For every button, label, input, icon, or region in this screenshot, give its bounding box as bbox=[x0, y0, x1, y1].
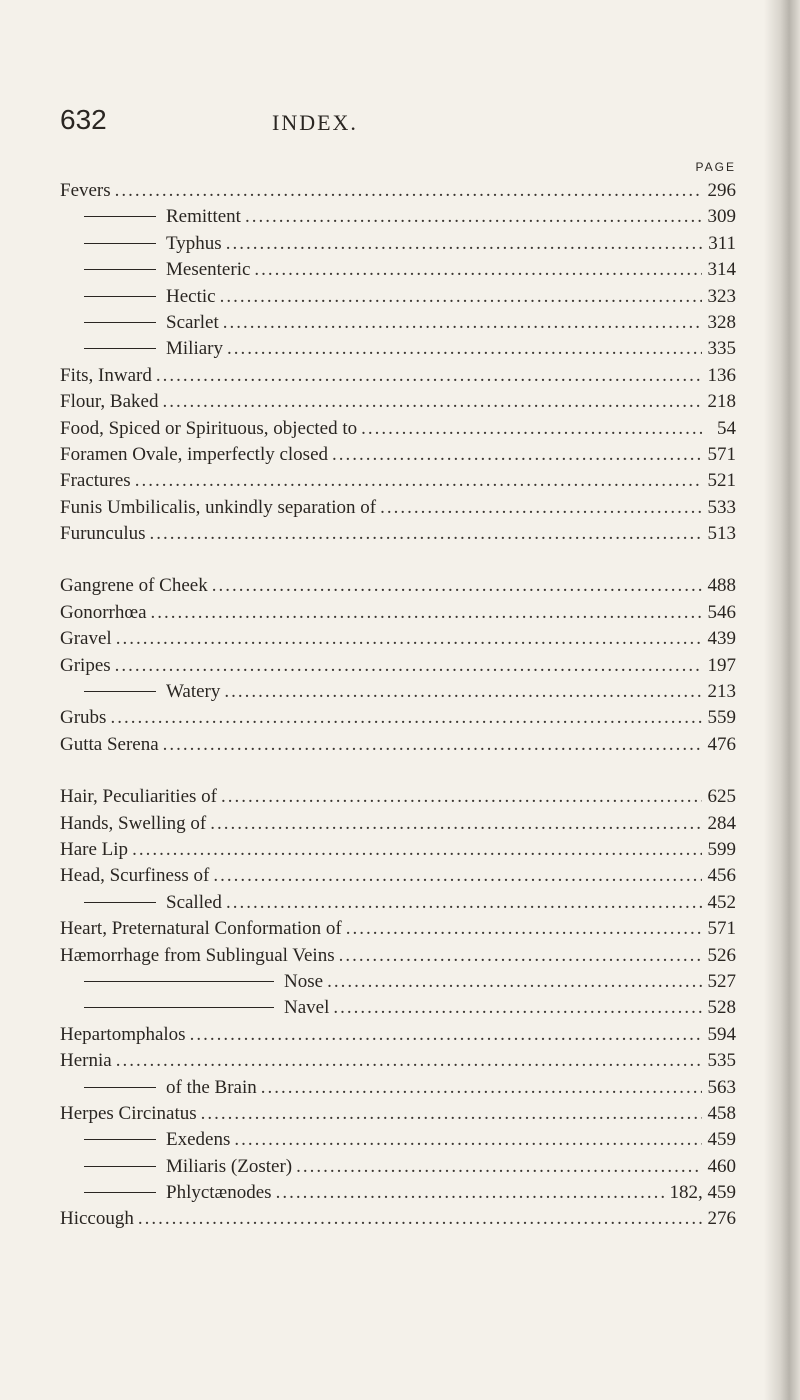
dot-leader bbox=[346, 916, 702, 942]
entry-page: 521 bbox=[707, 470, 736, 492]
dot-leader bbox=[261, 1075, 702, 1101]
index-entry bbox=[60, 178, 736, 204]
entry-label: Grubs bbox=[60, 707, 107, 729]
entry-page: 528 bbox=[707, 997, 736, 1019]
ditto-rule bbox=[84, 1087, 156, 1088]
dot-leader bbox=[212, 573, 702, 599]
index-entry bbox=[60, 1180, 736, 1206]
entry-page: 284 bbox=[707, 812, 736, 834]
entry-page: 328 bbox=[707, 311, 736, 333]
index-entry bbox=[60, 969, 736, 995]
dot-leader bbox=[116, 626, 702, 652]
entry-label: Gutta Serena bbox=[60, 733, 159, 755]
entry-page: 197 bbox=[707, 654, 736, 676]
entry-label: Scalled bbox=[166, 891, 222, 913]
index-entry bbox=[60, 653, 736, 679]
dot-leader bbox=[110, 705, 702, 731]
index-entry bbox=[60, 257, 736, 283]
dot-leader bbox=[135, 468, 702, 494]
ditto-rule bbox=[84, 1192, 156, 1193]
index-entry bbox=[60, 204, 736, 230]
page-header bbox=[60, 104, 720, 144]
index-entry bbox=[60, 1101, 736, 1127]
index-entry bbox=[60, 863, 736, 889]
index-entry bbox=[60, 310, 736, 336]
entry-page: 563 bbox=[707, 1076, 736, 1098]
dot-leader bbox=[333, 995, 702, 1021]
dot-leader bbox=[116, 1048, 702, 1074]
entry-label: Head, Scurfiness of bbox=[60, 865, 210, 887]
entry-page: 213 bbox=[707, 681, 736, 703]
entry-label: Scarlet bbox=[166, 311, 219, 333]
entry-page: 314 bbox=[707, 259, 736, 281]
entry-label: Hectic bbox=[166, 285, 216, 307]
entry-label: Miliary bbox=[166, 338, 223, 360]
entry-page: 335 bbox=[707, 338, 736, 360]
index-entry bbox=[60, 1127, 736, 1153]
ditto-rule bbox=[84, 1166, 156, 1167]
entry-page: 546 bbox=[707, 601, 736, 623]
entry-page: 452 bbox=[707, 891, 736, 913]
entry-label: Gangrene of Cheek bbox=[60, 575, 208, 597]
entry-label: Gravel bbox=[60, 628, 112, 650]
dot-leader bbox=[162, 389, 702, 415]
entry-label: of the Brain bbox=[166, 1076, 257, 1098]
ditto-rule bbox=[84, 1007, 274, 1008]
ditto-rule bbox=[84, 1139, 156, 1140]
entry-label: Hands, Swelling of bbox=[60, 812, 207, 834]
entry-label: Exedens bbox=[166, 1129, 231, 1151]
index-entry bbox=[60, 705, 736, 731]
dot-leader bbox=[115, 178, 702, 204]
dot-leader bbox=[224, 679, 702, 705]
entry-label: Hæmorrhage from Sublingual Veins bbox=[60, 944, 335, 966]
entry-page: 527 bbox=[707, 970, 736, 992]
index-entry bbox=[60, 495, 736, 521]
dot-leader bbox=[190, 1022, 702, 1048]
entry-page: 309 bbox=[707, 206, 736, 228]
index-entry bbox=[60, 890, 736, 916]
entry-page: 533 bbox=[707, 496, 736, 518]
ditto-rule bbox=[84, 322, 156, 323]
entry-page: 535 bbox=[707, 1050, 736, 1072]
index-entries bbox=[60, 178, 736, 1233]
index-entry bbox=[60, 336, 736, 362]
entry-page: 136 bbox=[707, 364, 736, 386]
entry-label: Furunculus bbox=[60, 523, 146, 545]
entry-page: 459 bbox=[707, 1129, 736, 1151]
dot-leader bbox=[226, 231, 702, 257]
dot-leader bbox=[332, 442, 702, 468]
dot-leader bbox=[163, 732, 702, 758]
index-entry bbox=[60, 1206, 736, 1232]
dot-leader bbox=[132, 837, 702, 863]
ditto-rule bbox=[84, 243, 156, 244]
entry-label: Mesenteric bbox=[166, 259, 251, 281]
entry-page: 599 bbox=[707, 838, 736, 860]
entry-label: Fits, Inward bbox=[60, 364, 152, 386]
page-number: 632 bbox=[60, 104, 107, 135]
entry-label: Nose bbox=[284, 970, 324, 992]
index-entry bbox=[60, 784, 736, 810]
running-title: INDEX. bbox=[272, 110, 358, 135]
dot-leader bbox=[327, 969, 702, 995]
dot-leader bbox=[221, 784, 702, 810]
index-entry bbox=[60, 679, 736, 705]
index-entry bbox=[60, 732, 736, 758]
entry-label: Flour, Baked bbox=[60, 391, 159, 413]
dot-leader bbox=[115, 653, 702, 679]
index-entry bbox=[60, 442, 736, 468]
entry-page: 476 bbox=[707, 733, 736, 755]
index-entry bbox=[60, 943, 736, 969]
ditto-rule bbox=[84, 269, 156, 270]
index-entry bbox=[60, 600, 736, 626]
ditto-rule bbox=[84, 902, 156, 903]
entry-page: 218 bbox=[707, 391, 736, 413]
dot-leader bbox=[226, 890, 702, 916]
index-entry bbox=[60, 1075, 736, 1101]
entry-label: Hiccough bbox=[60, 1208, 134, 1230]
dot-leader bbox=[220, 284, 702, 310]
index-entry bbox=[60, 363, 736, 389]
index-entry bbox=[60, 916, 736, 942]
entry-page: 526 bbox=[707, 944, 736, 966]
entry-label: Funis Umbilicalis, unkindly separation of bbox=[60, 496, 377, 518]
ditto-rule bbox=[84, 348, 156, 349]
entry-label: Fractures bbox=[60, 470, 131, 492]
entry-label: Navel bbox=[284, 997, 330, 1019]
entry-label: Remittent bbox=[166, 206, 241, 228]
index-entry bbox=[60, 284, 736, 310]
dot-leader bbox=[223, 310, 702, 336]
index-entry bbox=[60, 389, 736, 415]
entry-label: Food, Spiced or Spirituous, objected to bbox=[60, 417, 358, 439]
entry-label: Gripes bbox=[60, 654, 111, 676]
entry-label: Hepartomphalos bbox=[60, 1023, 186, 1045]
dot-leader bbox=[234, 1127, 702, 1153]
dot-leader bbox=[339, 943, 702, 969]
entry-page: 439 bbox=[707, 628, 736, 650]
ditto-rule bbox=[84, 981, 274, 982]
entry-page: 625 bbox=[707, 786, 736, 808]
entry-page: 182, 459 bbox=[669, 1182, 736, 1204]
entry-page: 513 bbox=[707, 523, 736, 545]
page-edge bbox=[764, 0, 800, 1400]
entry-label: Phlyctænodes bbox=[166, 1182, 272, 1204]
entry-label: Herpes Circinatus bbox=[60, 1102, 197, 1124]
dot-leader bbox=[210, 811, 702, 837]
dot-leader bbox=[213, 863, 702, 889]
dot-leader bbox=[151, 600, 702, 626]
entry-label: Fevers bbox=[60, 180, 111, 201]
dot-leader bbox=[254, 257, 702, 283]
entry-page: 276 bbox=[707, 1208, 736, 1230]
dot-leader bbox=[156, 363, 702, 389]
entry-page: 488 bbox=[707, 575, 736, 597]
entry-label: Heart, Preternatural Conformation of bbox=[60, 918, 342, 940]
ditto-rule bbox=[84, 691, 156, 692]
entry-page: 296 bbox=[707, 180, 736, 201]
entry-page: 456 bbox=[707, 865, 736, 887]
entry-page: 458 bbox=[707, 1102, 736, 1124]
entry-label: Watery bbox=[166, 681, 221, 703]
index-entry bbox=[60, 468, 736, 494]
page-column-label: PAGE bbox=[695, 160, 736, 174]
index-entry bbox=[60, 995, 736, 1021]
dot-leader bbox=[380, 495, 702, 521]
index-entry bbox=[60, 416, 736, 442]
dot-leader bbox=[296, 1154, 702, 1180]
entry-page: 311 bbox=[708, 232, 736, 254]
index-entry bbox=[60, 626, 736, 652]
index-entry bbox=[60, 811, 736, 837]
index-entry bbox=[60, 231, 736, 257]
entry-page: 54 bbox=[717, 417, 736, 439]
dot-leader bbox=[201, 1101, 702, 1127]
index-entry bbox=[60, 1022, 736, 1048]
dot-leader bbox=[138, 1206, 702, 1232]
entry-page: 571 bbox=[707, 443, 736, 465]
entry-page: 594 bbox=[707, 1023, 736, 1045]
dot-leader bbox=[276, 1180, 666, 1206]
entry-page: 571 bbox=[707, 918, 736, 940]
entry-label: Hair, Peculiarities of bbox=[60, 786, 217, 808]
dot-leader bbox=[361, 416, 702, 442]
dot-leader bbox=[227, 336, 702, 362]
entry-label: Typhus bbox=[166, 232, 222, 254]
index-entry bbox=[60, 837, 736, 863]
entry-page: 460 bbox=[707, 1155, 736, 1177]
entry-page: 323 bbox=[707, 285, 736, 307]
entry-label: Miliaris (Zoster) bbox=[166, 1155, 293, 1177]
entry-label: Hernia bbox=[60, 1050, 112, 1072]
entry-label: Foramen Ovale, imperfectly closed bbox=[60, 443, 329, 465]
index-entry bbox=[60, 1154, 736, 1180]
entry-page: 559 bbox=[707, 707, 736, 729]
dot-leader bbox=[150, 521, 703, 547]
ditto-rule bbox=[84, 296, 156, 297]
dot-leader bbox=[245, 204, 702, 230]
ditto-rule bbox=[84, 216, 156, 217]
index-entry bbox=[60, 1048, 736, 1074]
index-entry bbox=[60, 521, 736, 547]
entry-label: Gonorrhœa bbox=[60, 601, 147, 623]
index-entry bbox=[60, 573, 736, 599]
entry-label: Hare Lip bbox=[60, 838, 129, 860]
